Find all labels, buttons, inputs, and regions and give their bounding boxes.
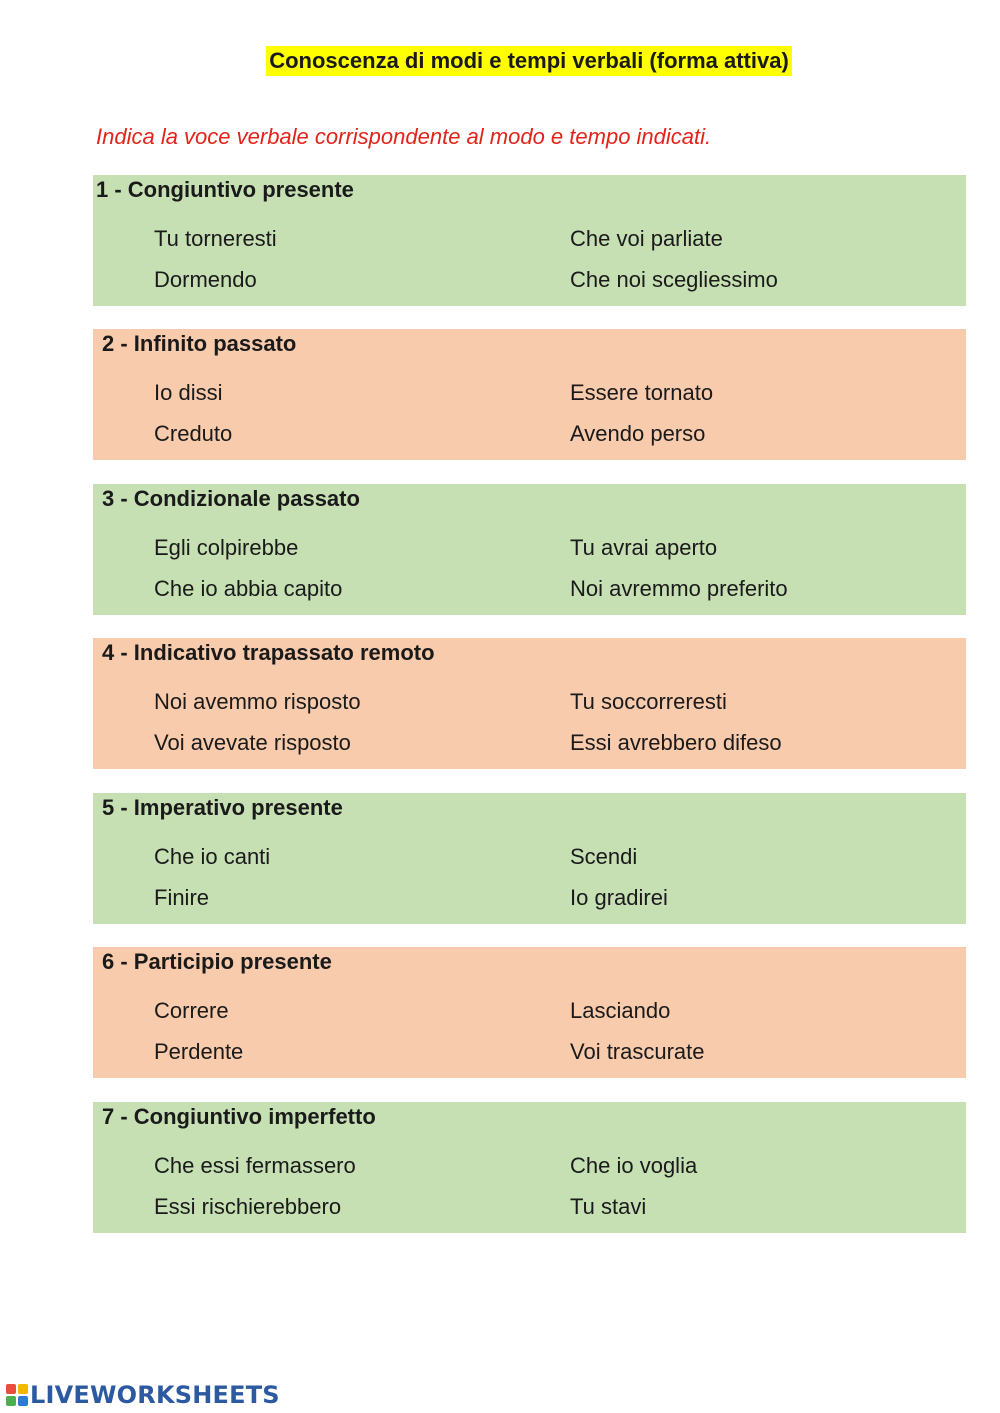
question-heading: 4 - Indicativo trapassato remoto <box>102 640 435 665</box>
question-heading: 6 - Participio presente <box>102 949 332 974</box>
title-wrapper <box>0 46 1000 76</box>
answer-option[interactable]: Essere tornato <box>570 380 714 405</box>
answer-option[interactable]: Che io voglia <box>570 1153 698 1178</box>
answer-option[interactable]: Lasciando <box>570 998 671 1023</box>
answer-option[interactable]: Perdente <box>154 1039 244 1064</box>
question-block-4 <box>93 638 966 769</box>
question-heading: 3 - Condizionale passato <box>102 486 360 511</box>
footer-logo[interactable] <box>6 1382 280 1408</box>
answer-option[interactable]: Che noi scegliessimo <box>570 267 778 292</box>
answer-option[interactable]: Che essi fermassero <box>154 1153 356 1178</box>
question-block-3 <box>93 484 966 615</box>
answer-option[interactable]: Dormendo <box>154 267 257 292</box>
answer-option[interactable]: Avendo perso <box>570 421 706 446</box>
answer-option[interactable]: Che io abbia capito <box>154 576 343 601</box>
instruction-text: Indica la voce verbale corrispondente al modo e tempo indicati. <box>96 124 712 149</box>
answer-option[interactable]: Finire <box>154 885 210 910</box>
page-title: Conoscenza di modi e tempi verbali (forma attiva) <box>266 46 792 76</box>
question-block-1 <box>93 175 966 306</box>
answer-option[interactable]: Voi trascurate <box>570 1039 705 1064</box>
question-heading: 2 - Infinito passato <box>102 331 297 356</box>
answer-option[interactable]: Che io canti <box>154 844 271 869</box>
answer-option[interactable]: Correre <box>154 998 229 1023</box>
liveworksheets-logo-icon <box>6 1384 28 1406</box>
answer-option[interactable]: Tu avrai aperto <box>570 535 718 560</box>
question-block-6 <box>93 947 966 1078</box>
answer-option[interactable]: Creduto <box>154 421 233 446</box>
answer-option[interactable]: Essi rischierebbero <box>154 1194 342 1219</box>
answer-option[interactable]: Scendi <box>570 844 638 869</box>
answer-option[interactable]: Essi avrebbero difeso <box>570 730 782 755</box>
question-block-2 <box>93 329 966 460</box>
answer-option[interactable]: Voi avevate risposto <box>154 730 351 755</box>
logo-text: LIVEWORKSHEETS <box>30 1381 280 1409</box>
answer-option[interactable]: Noi avemmo risposto <box>154 689 361 714</box>
answer-option[interactable]: Egli colpirebbe <box>154 535 299 560</box>
answer-option[interactable]: Tu soccorreresti <box>570 689 727 714</box>
answer-option[interactable]: Io dissi <box>154 380 223 405</box>
question-heading: 1 - Congiuntivo presente <box>96 177 354 202</box>
question-heading: 5 - Imperativo presente <box>102 795 343 820</box>
question-block-5 <box>93 793 966 924</box>
answer-option[interactable]: Tu torneresti <box>154 226 277 251</box>
answer-option[interactable]: Che voi parliate <box>570 226 723 251</box>
question-heading: 7 - Congiuntivo imperfetto <box>102 1104 376 1129</box>
answer-option[interactable]: Noi avremmo preferito <box>570 576 788 601</box>
answer-option[interactable]: Tu stavi <box>570 1194 647 1219</box>
answer-option[interactable]: Io gradirei <box>570 885 668 910</box>
question-block-7 <box>93 1102 966 1233</box>
